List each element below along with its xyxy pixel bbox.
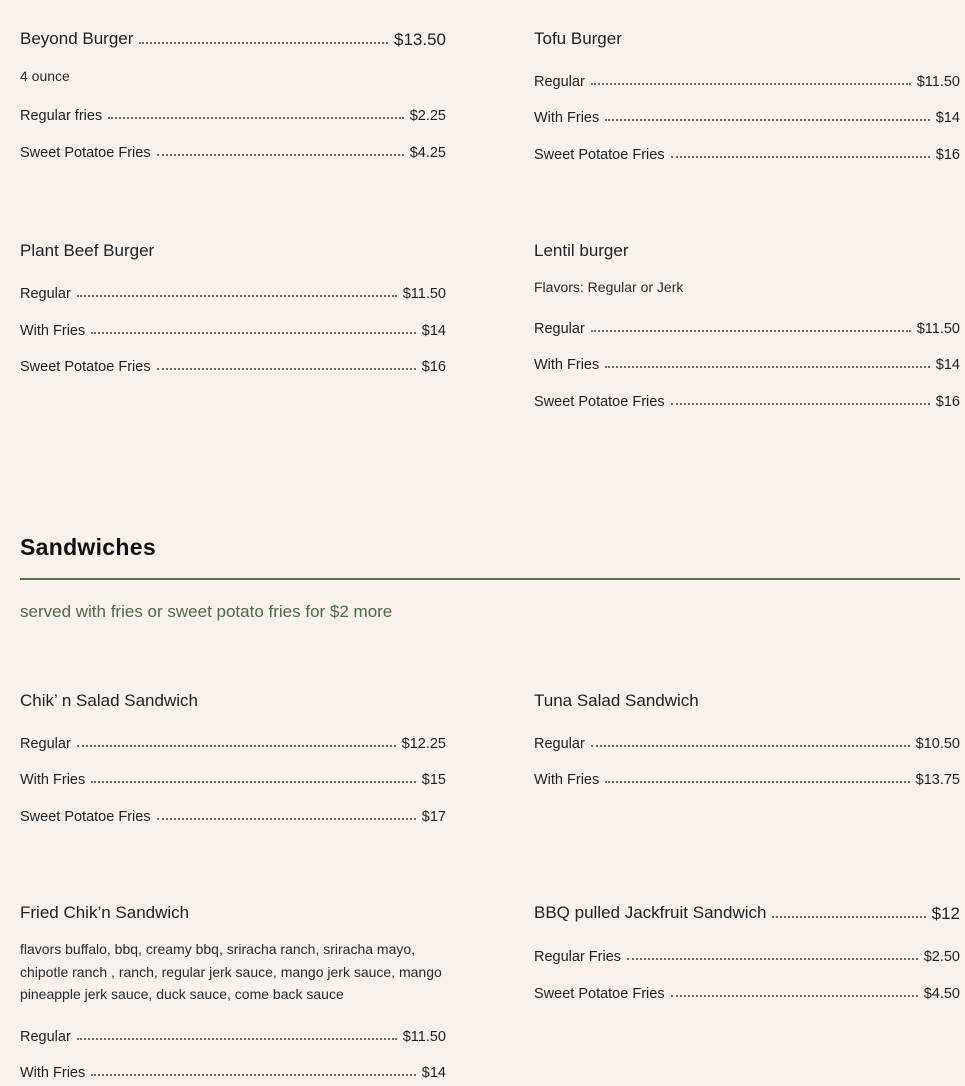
- option-price: $13.75: [915, 772, 960, 788]
- option-label: Regular Fries: [534, 949, 622, 965]
- price-option: [534, 732, 960, 752]
- item-price: $13.50: [394, 30, 446, 49]
- item-name: Tuna Salad Sandwich: [534, 691, 699, 710]
- option-label: Regular: [20, 736, 71, 752]
- option-price: $17: [421, 809, 446, 825]
- item-title-row: [20, 28, 446, 50]
- price-option: [534, 70, 960, 90]
- item-name: Beyond Burger: [20, 29, 134, 48]
- dot-leader: [77, 745, 396, 747]
- section-heading-sandwiches: Sandwiches: [20, 534, 156, 560]
- menu-item-bbq-jackfruit-sandwich: [534, 902, 960, 1022]
- option-price: $14: [421, 323, 446, 339]
- option-price: $4.50: [923, 986, 960, 1002]
- price-option: [20, 282, 446, 302]
- option-price: $14: [421, 1065, 446, 1081]
- option-price: $11.50: [916, 321, 960, 337]
- price-option: [534, 353, 960, 373]
- price-option: [20, 1025, 446, 1045]
- option-label: Sweet Potatoe Fries: [534, 147, 665, 163]
- dot-leader: [591, 330, 911, 332]
- option-label: Regular: [534, 321, 585, 337]
- option-label: With Fries: [534, 772, 600, 788]
- option-price: $12.25: [401, 736, 446, 752]
- dot-leader: [108, 117, 404, 119]
- dot-leader: [91, 332, 416, 334]
- menu-item-lentil-burger: [534, 240, 960, 430]
- menu-item-fried-chikn-sandwich: [20, 902, 446, 1086]
- menu-item-tofu-burger: [534, 28, 960, 178]
- option-price: $14: [935, 110, 960, 126]
- dot-leader: [591, 745, 910, 747]
- dot-leader: [91, 1074, 416, 1076]
- price-option: [20, 355, 446, 375]
- option-label: With Fries: [534, 357, 600, 373]
- item-description: Flavors: Regular or Jerk: [534, 279, 684, 295]
- menu-item-chikn-salad-sandwich: [20, 690, 446, 840]
- item-name: Plant Beef Burger: [20, 241, 155, 260]
- option-price: $11.50: [402, 286, 446, 302]
- option-price: $15: [421, 772, 446, 788]
- option-label: With Fries: [20, 323, 86, 339]
- option-price: $10.50: [915, 736, 960, 752]
- dot-leader: [157, 368, 416, 370]
- item-title-row: [534, 902, 960, 924]
- dot-leader: [139, 42, 388, 44]
- price-option: [20, 1061, 446, 1081]
- item-name: BBQ pulled Jackfruit Sandwich: [534, 903, 767, 922]
- option-price: $14: [935, 357, 960, 373]
- price-option: [20, 319, 446, 339]
- option-label: Sweet Potatoe Fries: [20, 359, 151, 375]
- item-description: flavors buffalo, bbq, creamy bbq, sriracha ranch, sriracha mayo, chipotle ranch , ranch, regular jerk sauce, mango jerk sauce, mango pineapple jerk sauce, duck sauce, come back sauce: [20, 941, 442, 1002]
- price-option: [534, 945, 960, 965]
- dot-leader: [605, 119, 930, 121]
- option-label: Sweet Potatoe Fries: [20, 145, 151, 161]
- dot-leader: [772, 916, 925, 918]
- price-option: [20, 104, 446, 124]
- section-subtitle: served with fries or sweet potato fries for $2 more: [20, 602, 393, 621]
- item-name: Chik’ n Salad Sandwich: [20, 691, 198, 710]
- option-label: With Fries: [534, 110, 600, 126]
- dot-leader: [77, 295, 397, 297]
- dot-leader: [591, 83, 911, 85]
- option-price: $16: [935, 147, 960, 163]
- menu-item-beyond-burger: [20, 28, 446, 178]
- menu-item-tuna-salad-sandwich: [534, 690, 960, 810]
- option-price: $2.50: [923, 949, 960, 965]
- dot-leader: [157, 154, 404, 156]
- section-divider: [20, 578, 960, 580]
- price-option: [20, 805, 446, 825]
- price-option: [534, 982, 960, 1002]
- option-label: Regular: [534, 74, 585, 90]
- dot-leader: [77, 1038, 397, 1040]
- item-name: Tofu Burger: [534, 29, 622, 48]
- option-label: With Fries: [20, 1065, 86, 1081]
- dot-leader: [605, 781, 909, 783]
- option-price: $16: [421, 359, 446, 375]
- price-option: [534, 106, 960, 126]
- item-price: $12: [931, 904, 960, 923]
- option-price: $11.50: [402, 1029, 446, 1045]
- dot-leader: [671, 156, 930, 158]
- option-label: Regular: [534, 736, 585, 752]
- option-price: $2.25: [409, 108, 446, 124]
- option-price: $4.25: [409, 145, 446, 161]
- price-option: [20, 141, 446, 161]
- dot-leader: [671, 995, 918, 997]
- price-option: [534, 317, 960, 337]
- option-label: With Fries: [20, 772, 86, 788]
- item-description: 4 ounce: [20, 68, 70, 84]
- menu-item-plant-beef-burger: [20, 240, 446, 390]
- option-label: Regular: [20, 1029, 71, 1045]
- item-name: Lentil burger: [534, 241, 629, 260]
- option-label: Regular: [20, 286, 71, 302]
- dot-leader: [157, 818, 416, 820]
- price-option: [534, 768, 960, 788]
- option-label: Sweet Potatoe Fries: [534, 986, 665, 1002]
- price-option: [20, 768, 446, 788]
- price-option: [534, 143, 960, 163]
- dot-leader: [605, 366, 930, 368]
- option-label: Sweet Potatoe Fries: [20, 809, 151, 825]
- option-price: $16: [935, 394, 960, 410]
- option-price: $11.50: [916, 74, 960, 90]
- dot-leader: [91, 781, 416, 783]
- option-label: Sweet Potatoe Fries: [534, 394, 665, 410]
- dot-leader: [627, 958, 918, 960]
- option-label: Regular fries: [20, 108, 103, 124]
- price-option: [20, 732, 446, 752]
- price-option: [534, 390, 960, 410]
- dot-leader: [671, 403, 930, 405]
- item-name: Fried Chik’n Sandwich: [20, 903, 190, 922]
